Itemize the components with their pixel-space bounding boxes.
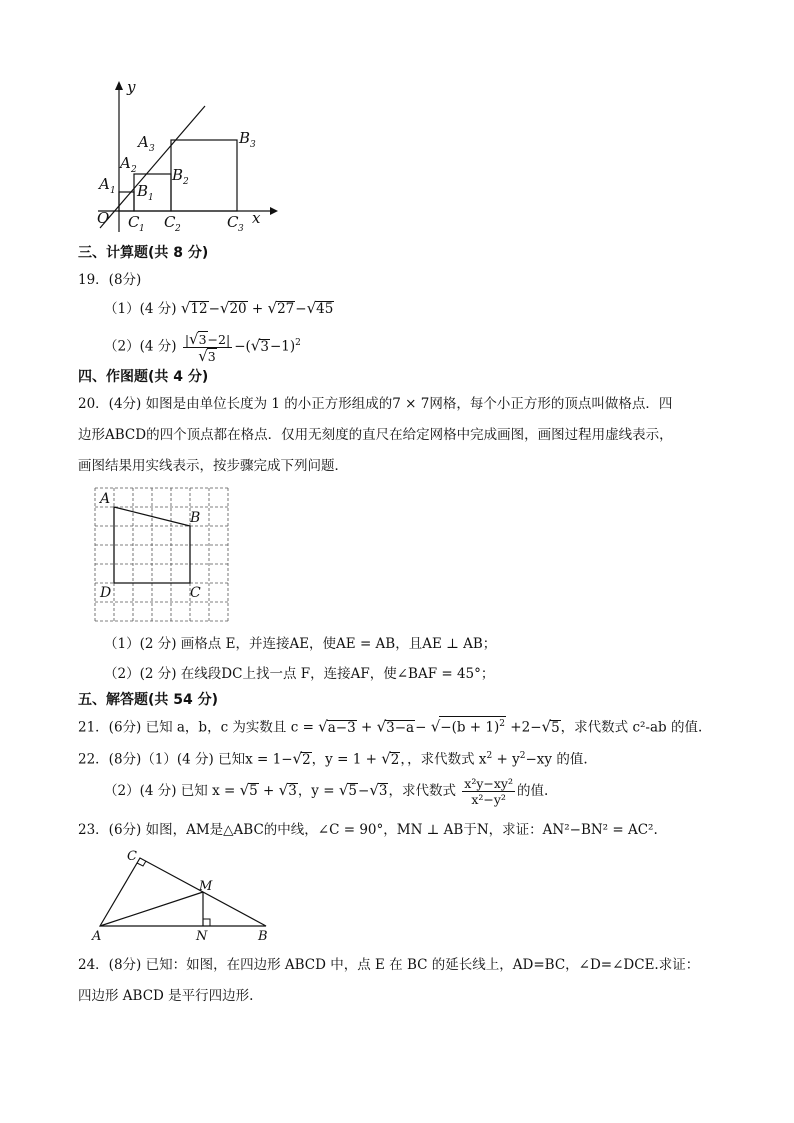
q19-part2: （2）(4 分) $\frac{|√3-2|}{√3}$ $-(√3-1)^2$ xyxy=(104,329,301,365)
grid-label-C: C xyxy=(190,585,201,601)
tri-label-N: N xyxy=(196,929,208,944)
square-1 xyxy=(119,192,134,211)
svg-text:2: 2 xyxy=(131,165,137,175)
q22-part2: （2）(4 分) 已知 x = √5 + √3，y = √5−√3，求代数式 $\frac{\text{x²y−xy²}}{\text{x²−y²}}$ 的值. xyxy=(104,776,549,807)
svg-text:3: 3 xyxy=(149,144,155,154)
label-O: O xyxy=(97,209,110,227)
q24-line2: 四边形 ABCD 是平行四边形. xyxy=(78,988,254,1004)
svg-text:2: 2 xyxy=(175,224,181,234)
q20-line3: 画图结果用实线表示，按步骤完成下列问题． xyxy=(78,458,348,474)
q19-fraction: $\frac{|√3-2|}{√3}$ xyxy=(184,329,231,365)
figure-triangle xyxy=(88,846,278,946)
q23-text: 23．(6分) 如图，AM是△ABC的中线，∠C = 90°，MN ⊥ AB于N，求证：AN²−BN² = AC². xyxy=(78,822,658,838)
q20-part1: （1）(2 分) 画格点 E，并连接AE，使AE = AB，且AE ⊥ AB； xyxy=(104,636,497,652)
tri-label-C: C xyxy=(127,849,137,864)
triangle-ABC xyxy=(100,858,266,926)
section-4-title: 四、作图题(共 4 分) xyxy=(78,369,209,385)
label-y: y xyxy=(127,78,136,96)
label-C1: C xyxy=(128,213,140,231)
q19-part1: （1）(4 分) √12−√20 + √27−√45 xyxy=(104,299,334,317)
q20-part2: （2）(2 分) 在线段DC上找一点 F，连接AF，使∠BAF = 45°； xyxy=(104,666,495,682)
label-A3: A xyxy=(138,133,149,151)
grid-label-D: D xyxy=(100,585,112,601)
q20-line2: 边形ABCD的四个顶点都在格点．仅用无刻度的直尺在给定网格中完成画图，画图过程用虚线表示， xyxy=(78,427,673,443)
figure-squares xyxy=(92,76,282,234)
section-5-title: 五、解答题(共 54 分) xyxy=(78,692,219,708)
median-AM xyxy=(100,892,203,926)
q24-line1: 24．(8分) 已知：如图，在四边形 ABCD 中，点 E 在 BC 的延长线上，AD=BC，∠D=∠DCE.求证： xyxy=(78,957,700,973)
svg-text:3: 3 xyxy=(238,224,244,234)
tri-label-A: A xyxy=(92,929,102,944)
q20-line1: 20．(4分) 如图是由单位长度为 1 的小正方形组成的7 × 7网格，每个小正方形的顶点叫做格点．四 xyxy=(78,396,673,412)
q22-fraction: $\frac{\text{x²y−xy²}}{\text{x²−y²}}$ xyxy=(464,776,513,807)
label-B3: B xyxy=(239,129,251,147)
q21: 21．(6分) 已知 a，b，c 为实数且 $c = √a-3 + √3-a- √-(b + 1)^2 +2-√5$，求代数式 c²-ab 的值. xyxy=(78,717,703,736)
svg-text:1: 1 xyxy=(139,224,145,234)
grid-label-A: A xyxy=(100,491,111,507)
svg-text:1: 1 xyxy=(110,186,116,196)
svg-text:3: 3 xyxy=(250,140,256,150)
q22-part1: 22．(8分)（1）(4 分) 已知x = 1−√2，y = 1 + √2，，求代数式 $x^2 + y^2-xy$ 的值. xyxy=(78,749,588,768)
label-A1: A xyxy=(99,175,110,193)
diagonal-line xyxy=(100,106,205,228)
figure-grid xyxy=(92,485,234,625)
label-A2: A xyxy=(120,154,131,172)
section-3-title: 三、计算题(共 8 分) xyxy=(78,245,209,261)
label-B1: B xyxy=(137,182,149,200)
svg-text:2: 2 xyxy=(183,177,189,187)
svg-text:1: 1 xyxy=(148,193,154,203)
tri-label-M: M xyxy=(199,879,213,894)
tri-label-B: B xyxy=(258,929,268,944)
grid-label-B: B xyxy=(190,510,201,526)
x-axis-arrow xyxy=(270,207,278,215)
right-angle-N xyxy=(203,919,210,926)
label-C2: C xyxy=(164,213,176,231)
q19-head: 19．(8分) xyxy=(78,272,142,288)
label-B2: B xyxy=(172,166,184,184)
label-C3: C xyxy=(227,213,239,231)
y-axis-arrow xyxy=(115,81,123,90)
label-x: x xyxy=(252,209,261,227)
grid-lines xyxy=(95,488,228,621)
